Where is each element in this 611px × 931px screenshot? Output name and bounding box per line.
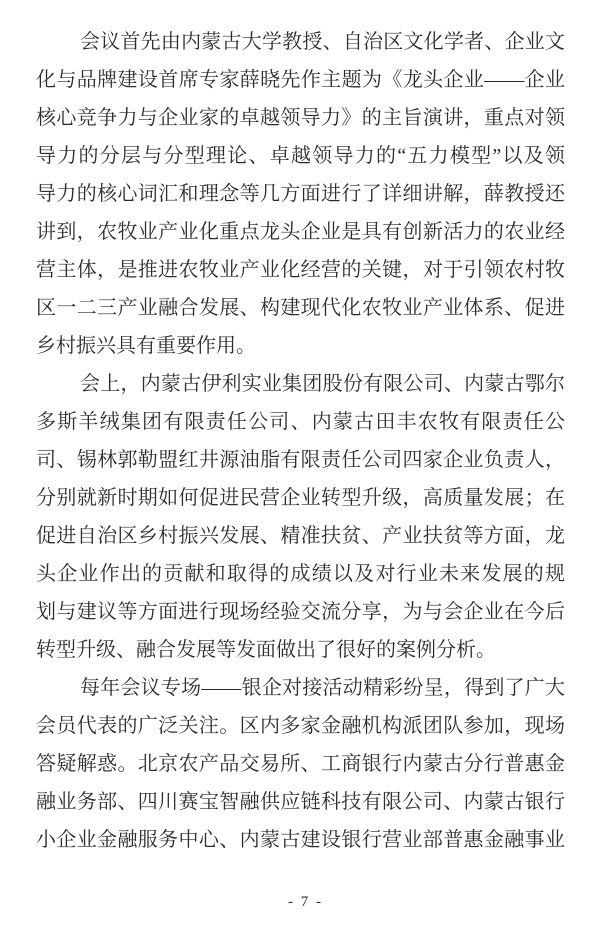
- text-line: 核心竞争力与企业家的卓越领导力》的主旨演讲，重点对领: [36, 107, 565, 129]
- text-line: 会上，内蒙古伊利实业集团股份有限公司、内蒙古鄂尔: [80, 373, 565, 395]
- text-line: 促进自治区乡村振兴发展、精准扶贫、产业扶贫等方面，龙: [36, 525, 565, 547]
- text-line: 转型升级、融合发展等发面做出了很好的案例分析。: [36, 639, 496, 661]
- text-line: 小企业金融服务中心、内蒙古建设银行营业部普惠金融事业: [36, 829, 565, 851]
- text-line: 划与建议等方面进行现场经验交流分享，为与会企业在今后: [36, 601, 565, 623]
- text-line: 导力的核心词汇和理念等几方面进行了详细讲解，薛教授还: [36, 183, 565, 205]
- text-line: 司、锡林郭勒盟红井源油脂有限责任公司四家企业负责人，: [36, 449, 565, 471]
- text-line: 答疑解惑。北京农产品交易所、工商银行内蒙古分行普惠金: [36, 753, 565, 775]
- document-body: [36, 23, 565, 859]
- text-line: 会议首先由内蒙古大学教授、自治区文化学者、企业文: [80, 31, 565, 53]
- paragraph: [36, 669, 565, 859]
- text-line: 每年会议专场——银企对接活动精彩纷呈，得到了广大: [80, 677, 565, 699]
- text-line: 会员代表的广泛关注。区内多家金融机构派团队参加，现场: [36, 715, 565, 737]
- text-line: 融业务部、四川赛宝智融供应链科技有限公司、内蒙古银行: [36, 791, 565, 813]
- text-line: 多斯羊绒集团有限责任公司、内蒙古田丰农牧有限责任公: [36, 411, 565, 433]
- text-line: 讲到，农牧业产业化重点龙头企业是具有创新活力的农业经: [36, 221, 565, 243]
- text-line: 区一二三产业融合发展、构建现代化农牧业产业体系、促进: [36, 297, 565, 319]
- page-footer: [0, 893, 611, 911]
- text-line: 导力的分层与分型理论、卓越领导力的“五力模型”以及领: [36, 145, 565, 167]
- paragraph: [36, 365, 565, 669]
- text-line: 头企业作出的贡献和取得的成绩以及对行业未来发展的规: [36, 563, 565, 585]
- text-line: 乡村振兴具有重要作用。: [36, 335, 256, 357]
- text-line: 分别就新时期如何促进民营企业转型升级，高质量发展；在: [36, 487, 565, 509]
- text-line: 营主体，是推进农牧业产业化经营的关键，对于引领农村牧: [36, 259, 565, 281]
- page-number: - 7 -: [288, 894, 323, 910]
- text-line: 化与品牌建设首席专家薛晓先作主题为《龙头企业——企业: [36, 69, 565, 91]
- paragraph: [36, 23, 565, 365]
